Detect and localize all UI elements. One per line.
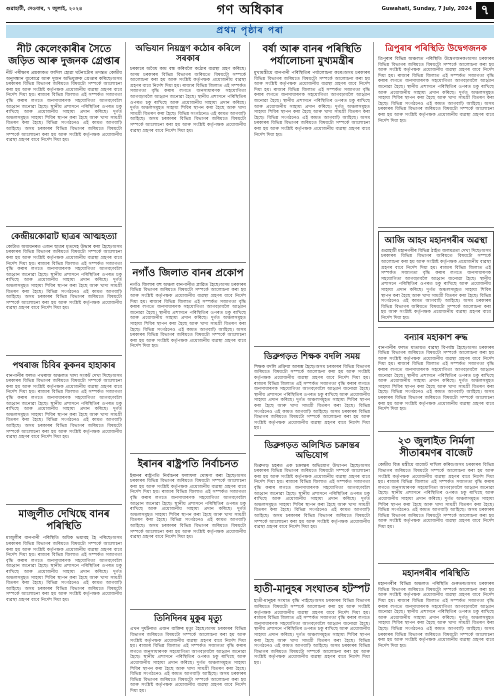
story-body: ডিব্ৰুগড় চহৰত এক চক্ৰান্তৰ অভিযোগ উত্থাপন হৈছে। অসম চৰকাৰৰ বিভিন্ন বিভাগৰ জৰিয়তে বিষয়টো সম্পৰ্কে আলোচনা কৰা হয় আৰু সংশ্লিষ্ট কৰ্তৃপক্ষক প্ৰয়োজনীয় ব্যৱস্থা গ্ৰহণৰ বাবে নিৰ্দেশ দিয়া হয়। ৰাজ্যৰ বিভিন্ন জিলাত এই সম্পৰ্কত সজাগতা বৃদ্ধি কৰাৰ লগতে জনসাধাৰণক সহযোগিতা আগবঢ়াবলৈ আহ্বান জনোৱা হৈছে। স্থানীয় প্ৰশাসনে পৰিস্থিতিৰ ওপৰত চকু ৰাখিছে আৰু প্ৰয়োজনীয় সাহায্য প্ৰদান কৰিছে। দুৰ্গত অঞ্চলসমূহত সাহায্য শিবিৰ স্থাপন কৰা হৈছে আৰু খাদ্য সামগ্ৰী বিতৰণ কৰা হৈছে। বিভিন্ন সংগঠনেও এই কামত আগবাঢ়ি আহিছে। অসম চৰকাৰৰ বিভিন্ন বিভাগৰ জৰিয়তে বিষয়টো সম্পৰ্কে আলোচনা কৰা হয় আৰু সংশ্লিষ্ট কৰ্তৃপক্ষক প্ৰয়োজনীয় ব্যৱস্থা গ্ৰহণৰ বাবে নিৰ্দেশ দিয়া হয়।: [254, 464, 370, 574]
story-headline: মহানগৰীৰ পৰিস্থিতি: [402, 569, 470, 580]
story-body: ত্ৰিপুৰাৰ বিভিন্ন অঞ্চলত পৰিস্থিতি উদ্বেগজনক। অসম চৰকাৰৰ বিভিন্ন বিভাগৰ জৰিয়তে বিষয়টো সম্পৰ্কে আলোচনা কৰা হয় আৰু সংশ্লিষ্ট কৰ্তৃপক্ষক প্ৰয়োজনীয় ব্যৱস্থা গ্ৰহণৰ বাবে নিৰ্দেশ দিয়া হয়। ৰাজ্যৰ বিভিন্ন জিলাত এই সম্পৰ্কত সজাগতা বৃদ্ধি কৰাৰ লগতে জনসাধাৰণক সহযোগিতা আগবঢ়াবলৈ আহ্বান জনোৱা হৈছে। স্থানীয় প্ৰশাসনে পৰিস্থিতিৰ ওপৰত চকু ৰাখিছে আৰু প্ৰয়োজনীয় সাহায্য প্ৰদান কৰিছে। দুৰ্গত অঞ্চলসমূহত সাহায্য শিবিৰ স্থাপন কৰা হৈছে আৰু খাদ্য সামগ্ৰী বিতৰণ কৰা হৈছে। বিভিন্ন সংগঠনেও এই কামত আগবাঢ়ি আহিছে। অসম চৰকাৰৰ বিভিন্ন বিভাগৰ জৰিয়তে বিষয়টো সম্পৰ্কে আলোচনা কৰা হয় আৰু সংশ্লিষ্ট কৰ্তৃপক্ষক প্ৰয়োজনীয় ব্যৱস্থা গ্ৰহণৰ বাবে নিৰ্দেশ দিয়া হয়।: [378, 57, 494, 222]
masthead-rule: [6, 22, 494, 23]
story-body: গুৱাহাটী মহানগৰীৰ বিভিন্ন ঠাইত জলমগ্নতা দেখা দিছে। অসম চৰকাৰৰ বিভিন্ন বিভাগৰ জৰিয়তে বিষয়টো সম্পৰ্কে আলোচনা কৰা হয় আৰু সংশ্লিষ্ট কৰ্তৃপক্ষক প্ৰয়োজনীয় ব্যৱস্থা গ্ৰহণৰ বাবে নিৰ্দেশ দিয়া হয়। ৰাজ্যৰ বিভিন্ন জিলাত এই সম্পৰ্কত সজাগতা বৃদ্ধি কৰাৰ লগতে জনসাধাৰণক সহযোগিতা আগবঢ়াবলৈ আহ্বান জনোৱা হৈছে। স্থানীয় প্ৰশাসনে পৰিস্থিতিৰ ওপৰত চকু ৰাখিছে আৰু প্ৰয়োজনীয় সাহায্য প্ৰদান কৰিছে। দুৰ্গত অঞ্চলসমূহত সাহায্য শিবিৰ স্থাপন কৰা হৈছে আৰু খাদ্য সামগ্ৰী বিতৰণ কৰা হৈছে। বিভিন্ন সংগঠনেও এই কামত আগবাঢ়ি আহিছে। অসম চৰকাৰৰ বিভিন্ন বিভাগৰ জৰিয়তে বিষয়টো সম্পৰ্কে আলোচনা কৰা হয় আৰু সংশ্লিষ্ট কৰ্তৃপক্ষক প্ৰয়োজনীয় ব্যৱস্থা গ্ৰহণৰ বাবে নিৰ্দেশ দিয়া হয়।: [381, 249, 491, 319]
dateline-english: Guwahati, Sunday, 7 July, 2024: [381, 6, 472, 12]
masthead: [6, 0, 494, 22]
story: [254, 439, 370, 574]
story: [378, 231, 494, 322]
story-body: নীট পৰীক্ষাৰ প্ৰশ্নকাকত ফাদিল হোৱা ঘটনাটোৰ তদন্তত কেন্দ্ৰীয় অনুসন্ধান ব্যুৰোৱে আৰু দুজন অভিযুক্তক গ্ৰেপ্তাৰ কৰিছে। অসম চৰকাৰৰ বিভিন্ন বিভাগৰ জৰিয়তে বিষয়টো সম্পৰ্কে আলোচনা কৰা হয় আৰু সংশ্লিষ্ট কৰ্তৃপক্ষক প্ৰয়োজনীয় ব্যৱস্থা গ্ৰহণৰ বাবে নিৰ্দেশ দিয়া হয়। ৰাজ্যৰ বিভিন্ন জিলাত এই সম্পৰ্কত সজাগতা বৃদ্ধি কৰাৰ লগতে জনসাধাৰণক সহযোগিতা আগবঢ়াবলৈ আহ্বান জনোৱা হৈছে। স্থানীয় প্ৰশাসনে পৰিস্থিতিৰ ওপৰত চকু ৰাখিছে আৰু প্ৰয়োজনীয় সাহায্য প্ৰদান কৰিছে। দুৰ্গত অঞ্চলসমূহত সাহায্য শিবিৰ স্থাপন কৰা হৈছে আৰু খাদ্য সামগ্ৰী বিতৰণ কৰা হৈছে। বিভিন্ন সংগঠনেও এই কামত আগবাঢ়ি আহিছে। অসম চৰকাৰৰ বিভিন্ন বিভাগৰ জৰিয়তে বিষয়টো সম্পৰ্কে আলোচনা কৰা হয় আৰু সংশ্লিষ্ট কৰ্তৃপক্ষক প্ৰয়োজনীয় ব্যৱস্থা গ্ৰহণৰ বাবে নিৰ্দেশ দিয়া হয়।: [6, 71, 122, 221]
story: [130, 457, 246, 604]
story-body: কোটাত অধ্যয়নৰত এজন ছাত্ৰৰ মৃতদেহ উদ্ধাৰ কৰা হৈছে। অসম চৰকাৰৰ বিভিন্ন বিভাগৰ জৰিয়তে বিষয়টো সম্পৰ্কে আলোচনা কৰা হয় আৰু সংশ্লিষ্ট কৰ্তৃপক্ষক প্ৰয়োজনীয় ব্যৱস্থা গ্ৰহণৰ বাবে নিৰ্দেশ দিয়া হয়। ৰাজ্যৰ বিভিন্ন জিলাত এই সম্পৰ্কত সজাগতা বৃদ্ধি কৰাৰ লগতে জনসাধাৰণক সহযোগিতা আগবঢ়াবলৈ আহ্বান জনোৱা হৈছে। স্থানীয় প্ৰশাসনে পৰিস্থিতিৰ ওপৰত চকু ৰাখিছে আৰু প্ৰয়োজনীয় সাহায্য প্ৰদান কৰিছে। দুৰ্গত অঞ্চলসমূহত সাহায্য শিবিৰ স্থাপন কৰা হৈছে আৰু খাদ্য সামগ্ৰী বিতৰণ কৰা হৈছে। বিভিন্ন সংগঠনেও এই কামত আগবাঢ়ি আহিছে। অসম চৰকাৰৰ বিভিন্ন বিভাগৰ জৰিয়তে বিষয়টো সম্পৰ্কে আলোচনা কৰা হয় আৰু সংশ্লিষ্ট কৰ্তৃপক্ষক প্ৰয়োজনীয় ব্যৱস্থা গ্ৰহণৰ বাবে নিৰ্দেশ দিয়া হয়।: [6, 245, 122, 350]
column-3: [254, 42, 374, 696]
newspaper-logo: গণ অধিকাৰ: [216, 3, 284, 18]
divider: [130, 609, 246, 610]
story-headline: হাতী-মানুহৰ সংঘাতৰ হটস্পট: [254, 584, 370, 596]
story-body: মুখ্যমন্ত্ৰীয়ে বানপানী পৰিস্থিতিৰ পৰ্যালোচনা কৰে। অসম চৰকাৰৰ বিভিন্ন বিভাগৰ জৰিয়তে বিষয়টো সম্পৰ্কে আলোচনা কৰা হয় আৰু সংশ্লিষ্ট কৰ্তৃপক্ষক প্ৰয়োজনীয় ব্যৱস্থা গ্ৰহণৰ বাবে নিৰ্দেশ দিয়া হয়। ৰাজ্যৰ বিভিন্ন জিলাত এই সম্পৰ্কত সজাগতা বৃদ্ধি কৰাৰ লগতে জনসাধাৰণক সহযোগিতা আগবঢ়াবলৈ আহ্বান জনোৱা হৈছে। স্থানীয় প্ৰশাসনে পৰিস্থিতিৰ ওপৰত চকু ৰাখিছে আৰু প্ৰয়োজনীয় সাহায্য প্ৰদান কৰিছে। দুৰ্গত অঞ্চলসমূহত সাহায্য শিবিৰ স্থাপন কৰা হৈছে আৰু খাদ্য সামগ্ৰী বিতৰণ কৰা হৈছে। বিভিন্ন সংগঠনেও এই কামত আগবাঢ়ি আহিছে। অসম চৰকাৰৰ বিভিন্ন বিভাগৰ জৰিয়তে বিষয়টো সম্পৰ্কে আলোচনা কৰা হয় আৰু সংশ্লিষ্ট কৰ্তৃপক্ষক প্ৰয়োজনীয় ব্যৱস্থা গ্ৰহণৰ বাবে নিৰ্দেশ দিয়া হয়।: [254, 71, 370, 341]
story-headline: নগাঁও জিলাত বানৰ প্ৰকোপ: [132, 267, 244, 279]
story: [254, 42, 370, 341]
story-body: বানপানীৰ ফলত যাতায়ত ব্যৱস্থা বিপৰ্যস্ত হৈছে। অসম চৰকাৰৰ বিভিন্ন বিভাগৰ জৰিয়তে বিষয়টো সম্পৰ্কে আলোচনা কৰা হয় আৰু সংশ্লিষ্ট কৰ্তৃপক্ষক প্ৰয়োজনীয় ব্যৱস্থা গ্ৰহণৰ বাবে নিৰ্দেশ দিয়া হয়। ৰাজ্যৰ বিভিন্ন জিলাত এই সম্পৰ্কত সজাগতা বৃদ্ধি কৰাৰ লগতে জনসাধাৰণক সহযোগিতা আগবঢ়াবলৈ আহ্বান জনোৱা হৈছে। স্থানীয় প্ৰশাসনে পৰিস্থিতিৰ ওপৰত চকু ৰাখিছে আৰু প্ৰয়োজনীয় সাহায্য প্ৰদান কৰিছে। দুৰ্গত অঞ্চলসমূহত সাহায্য শিবিৰ স্থাপন কৰা হৈছে আৰু খাদ্য সামগ্ৰী বিতৰণ কৰা হৈছে। বিভিন্ন সংগঠনেও এই কামত আগবাঢ়ি আহিছে। অসম চৰকাৰৰ বিভিন্ন বিভাগৰ জৰিয়তে বিষয়টো সম্পৰ্কে আলোচনা কৰা হয় আৰু সংশ্লিষ্ট কৰ্তৃপক্ষক প্ৰয়োজনীয় ব্যৱস্থা গ্ৰহণৰ বাবে নিৰ্দেশ দিয়া হয়।: [378, 346, 494, 426]
story: [6, 42, 122, 221]
story-headline: তিনিদিনৰ মুকুৰ মৃত্যু: [153, 614, 222, 625]
story-headline: ডিব্ৰুগড়ত অলিখিত চক্ৰান্তৰ অভিযোগ: [264, 440, 360, 461]
story-headline: অভিযান নিয়ন্ত্ৰণ কঠোৰ কৰিলে সৰকাৰ: [135, 44, 241, 64]
divider: [6, 355, 122, 356]
column-4: [378, 42, 494, 696]
story-body: বানপানীৰ ফলত পথৰাজ অঞ্চলত খাদ্য সংকট দেখা দিছে। অসম চৰকাৰৰ বিভিন্ন বিভাগৰ জৰিয়তে বিষয়টো সম্পৰ্কে আলোচনা কৰা হয় আৰু সংশ্লিষ্ট কৰ্তৃপক্ষক প্ৰয়োজনীয় ব্যৱস্থা গ্ৰহণৰ বাবে নিৰ্দেশ দিয়া হয়। ৰাজ্যৰ বিভিন্ন জিলাত এই সম্পৰ্কত সজাগতা বৃদ্ধি কৰাৰ লগতে জনসাধাৰণক সহযোগিতা আগবঢ়াবলৈ আহ্বান জনোৱা হৈছে। স্থানীয় প্ৰশাসনে পৰিস্থিতিৰ ওপৰত চকু ৰাখিছে আৰু প্ৰয়োজনীয় সাহায্য প্ৰদান কৰিছে। দুৰ্গত অঞ্চলসমূহত সাহায্য শিবিৰ স্থাপন কৰা হৈছে আৰু খাদ্য সামগ্ৰী বিতৰণ কৰা হৈছে। বিভিন্ন সংগঠনেও এই কামত আগবাঢ়ি আহিছে। অসম চৰকাৰৰ বিভিন্ন বিভাগৰ জৰিয়তে বিষয়টো সম্পৰ্কে আলোচনা কৰা হয় আৰু সংশ্লিষ্ট কৰ্তৃপক্ষক প্ৰয়োজনীয় ব্যৱস্থা গ্ৰহণৰ বাবে নিৰ্দেশ দিয়া হয়।: [6, 374, 122, 499]
story-headline: বন্যাৰ মহাকাশ ৰুদ্ধ: [404, 332, 468, 343]
divider: [254, 579, 370, 580]
story-body: ইৰানৰ ৰাষ্ট্ৰপতি নিৰ্বাচনৰ ফলাফল ঘোষণা কৰা হৈছে। অসম চৰকাৰৰ বিভিন্ন বিভাগৰ জৰিয়তে বিষয়টো সম্পৰ্কে আলোচনা কৰা হয় আৰু সংশ্লিষ্ট কৰ্তৃপক্ষক প্ৰয়োজনীয় ব্যৱস্থা গ্ৰহণৰ বাবে নিৰ্দেশ দিয়া হয়। ৰাজ্যৰ বিভিন্ন জিলাত এই সম্পৰ্কত সজাগতা বৃদ্ধি কৰাৰ লগতে জনসাধাৰণক সহযোগিতা আগবঢ়াবলৈ আহ্বান জনোৱা হৈছে। স্থানীয় প্ৰশাসনে পৰিস্থিতিৰ ওপৰত চকু ৰাখিছে আৰু প্ৰয়োজনীয় সাহায্য প্ৰদান কৰিছে। দুৰ্গত অঞ্চলসমূহত সাহায্য শিবিৰ স্থাপন কৰা হৈছে আৰু খাদ্য সামগ্ৰী বিতৰণ কৰা হৈছে। বিভিন্ন সংগঠনেও এই কামত আগবাঢ়ি আহিছে। অসম চৰকাৰৰ বিভিন্ন বিভাগৰ জৰিয়তে বিষয়টো সম্পৰ্কে আলোচনা কৰা হয় আৰু সংশ্লিষ্ট কৰ্তৃপক্ষক প্ৰয়োজনীয় ব্যৱস্থা গ্ৰহণৰ বাবে নিৰ্দেশ দিয়া হয়।: [130, 474, 246, 604]
story-body: মাজুলীৰ বানপানী পৰিস্থিতি অধিক ভয়াবহ হৈ পৰিছে। অসম চৰকাৰৰ বিভিন্ন বিভাগৰ জৰিয়তে বিষয়টো সম্পৰ্কে আলোচনা কৰা হয় আৰু সংশ্লিষ্ট কৰ্তৃপক্ষক প্ৰয়োজনীয় ব্যৱস্থা গ্ৰহণৰ বাবে নিৰ্দেশ দিয়া হয়। ৰাজ্যৰ বিভিন্ন জিলাত এই সম্পৰ্কত সজাগতা বৃদ্ধি কৰাৰ লগতে জনসাধাৰণক সহযোগিতা আগবঢ়াবলৈ আহ্বান জনোৱা হৈছে। স্থানীয় প্ৰশাসনে পৰিস্থিতিৰ ওপৰত চকু ৰাখিছে আৰু প্ৰয়োজনীয় সাহায্য প্ৰদান কৰিছে। দুৰ্গত অঞ্চলসমূহত সাহায্য শিবিৰ স্থাপন কৰা হৈছে আৰু খাদ্য সামগ্ৰী বিতৰণ কৰা হৈছে। বিভিন্ন সংগঠনেও এই কামত আগবাঢ়ি আহিছে। অসম চৰকাৰৰ বিভিন্ন বিভাগৰ জৰিয়তে বিষয়টো সম্পৰ্কে আলোচনা কৰা হয় আৰু সংশ্লিষ্ট কৰ্তৃপক্ষক প্ৰয়োজনীয় ব্যৱস্থা গ্ৰহণৰ বাবে নিৰ্দেশ দিয়া হয়।: [6, 536, 122, 676]
story-headline: মাজুলীত দেখিছে বানৰ পৰিস্থিতি: [18, 509, 110, 533]
story: [378, 42, 494, 222]
story-body: এখন দুৰ্ঘটনাত এজন ব্যক্তিৰ মৃত্যু হৈছে। অসম চৰকাৰৰ বিভিন্ন বিভাগৰ জৰিয়তে বিষয়টো সম্পৰ্কে আলোচনা কৰা হয় আৰু সংশ্লিষ্ট কৰ্তৃপক্ষক প্ৰয়োজনীয় ব্যৱস্থা গ্ৰহণৰ বাবে নিৰ্দেশ দিয়া হয়। ৰাজ্যৰ বিভিন্ন জিলাত এই সম্পৰ্কত সজাগতা বৃদ্ধি কৰাৰ লগতে জনসাধাৰণক সহযোগিতা আগবঢ়াবলৈ আহ্বান জনোৱা হৈছে। স্থানীয় প্ৰশাসনে পৰিস্থিতিৰ ওপৰত চকু ৰাখিছে আৰু প্ৰয়োজনীয় সাহায্য প্ৰদান কৰিছে। দুৰ্গত অঞ্চলসমূহত সাহায্য শিবিৰ স্থাপন কৰা হৈছে আৰু খাদ্য সামগ্ৰী বিতৰণ কৰা হৈছে। বিভিন্ন সংগঠনেও এই কামত আগবাঢ়ি আহিছে। অসম চৰকাৰৰ বিভিন্ন বিভাগৰ জৰিয়তে বিষয়টো সম্পৰ্কে আলোচনা কৰা হয় আৰু সংশ্লিষ্ট কৰ্তৃপক্ষক প্ৰয়োজনীয় ব্যৱস্থা গ্ৰহণৰ বাবে নিৰ্দেশ দিয়া হয়।: [130, 627, 246, 696]
divider: [254, 346, 370, 347]
story: [254, 582, 370, 696]
story: [378, 434, 494, 558]
divider: [378, 327, 494, 328]
story-headline: বৰ্ষা আৰু বানৰ পৰিস্থিতি পৰ্যালোচনা মুখ্যমন্ত্ৰীৰ: [262, 44, 362, 67]
story: [378, 331, 494, 426]
divider: [6, 504, 122, 505]
story: [130, 42, 246, 257]
divider: [6, 226, 122, 227]
story: [6, 230, 122, 350]
column-1: [6, 42, 126, 696]
column-2: [130, 42, 250, 696]
story: [130, 266, 246, 448]
page-number: ৭: [476, 2, 494, 19]
divider: [378, 431, 494, 432]
story-body: নগাঁও জিলাৰ বহু অঞ্চল বানপানীত প্লাৱিত হৈছে। অসম চৰকাৰৰ বিভিন্ন বিভাগৰ জৰিয়তে বিষয়টো সম্পৰ্কে আলোচনা কৰা হয় আৰু সংশ্লিষ্ট কৰ্তৃপক্ষক প্ৰয়োজনীয় ব্যৱস্থা গ্ৰহণৰ বাবে নিৰ্দেশ দিয়া হয়। ৰাজ্যৰ বিভিন্ন জিলাত এই সম্পৰ্কত সজাগতা বৃদ্ধি কৰাৰ লগতে জনসাধাৰণক সহযোগিতা আগবঢ়াবলৈ আহ্বান জনোৱা হৈছে। স্থানীয় প্ৰশাসনে পৰিস্থিতিৰ ওপৰত চকু ৰাখিছে আৰু প্ৰয়োজনীয় সাহায্য প্ৰদান কৰিছে। দুৰ্গত অঞ্চলসমূহত সাহায্য শিবিৰ স্থাপন কৰা হৈছে আৰু খাদ্য সামগ্ৰী বিতৰণ কৰা হৈছে। বিভিন্ন সংগঠনেও এই কামত আগবাঢ়ি আহিছে। অসম চৰকাৰৰ বিভিন্ন বিভাগৰ জৰিয়তে বিষয়টো সম্পৰ্কে আলোচনা কৰা হয় আৰু সংশ্লিষ্ট কৰ্তৃপক্ষক প্ৰয়োজনীয় ব্যৱস্থা গ্ৰহণৰ বাবে নিৰ্দেশ দিয়া হয়।: [130, 283, 246, 448]
story-body: কেন্দ্ৰীয় বিত্ত মন্ত্ৰীয়ে বাজেট দাখিল কৰিব। অসম চৰকাৰৰ বিভিন্ন বিভাগৰ জৰিয়তে বিষয়টো সম্পৰ্কে আলোচনা কৰা হয় আৰু সংশ্লিষ্ট কৰ্তৃপক্ষক প্ৰয়োজনীয় ব্যৱস্থা গ্ৰহণৰ বাবে নিৰ্দেশ দিয়া হয়। ৰাজ্যৰ বিভিন্ন জিলাত এই সম্পৰ্কত সজাগতা বৃদ্ধি কৰাৰ লগতে জনসাধাৰণক সহযোগিতা আগবঢ়াবলৈ আহ্বান জনোৱা হৈছে। স্থানীয় প্ৰশাসনে পৰিস্থিতিৰ ওপৰত চকু ৰাখিছে আৰু প্ৰয়োজনীয় সাহায্য প্ৰদান কৰিছে। দুৰ্গত অঞ্চলসমূহত সাহায্য শিবিৰ স্থাপন কৰা হৈছে আৰু খাদ্য সামগ্ৰী বিতৰণ কৰা হৈছে। বিভিন্ন সংগঠনেও এই কামত আগবাঢ়ি আহিছে। অসম চৰকাৰৰ বিভিন্ন বিভাগৰ জৰিয়তে বিষয়টো সম্পৰ্কে আলোচনা কৰা হয় আৰু সংশ্লিষ্ট কৰ্তৃপক্ষক প্ৰয়োজনীয় ব্যৱস্থা গ্ৰহণৰ বাবে নিৰ্দেশ দিয়া হয়।: [378, 463, 494, 558]
story: [6, 507, 122, 676]
story-headline: ত্ৰিপুৰাৰ পৰিস্থিতি উদ্বেগজনক: [385, 44, 487, 54]
story-body: হাতী-মানুহৰ সংঘাত বৃদ্ধি পাইছে। অসম চৰকাৰৰ বিভিন্ন বিভাগৰ জৰিয়তে বিষয়টো সম্পৰ্কে আলোচনা কৰা হয় আৰু সংশ্লিষ্ট কৰ্তৃপক্ষক প্ৰয়োজনীয় ব্যৱস্থা গ্ৰহণৰ বাবে নিৰ্দেশ দিয়া হয়। ৰাজ্যৰ বিভিন্ন জিলাত এই সম্পৰ্কত সজাগতা বৃদ্ধি কৰাৰ লগতে জনসাধাৰণক সহযোগিতা আগবঢ়াবলৈ আহ্বান জনোৱা হৈছে। স্থানীয় প্ৰশাসনে পৰিস্থিতিৰ ওপৰত চকু ৰাখিছে আৰু প্ৰয়োজনীয় সাহায্য প্ৰদান কৰিছে। দুৰ্গত অঞ্চলসমূহত সাহায্য শিবিৰ স্থাপন কৰা হৈছে আৰু খাদ্য সামগ্ৰী বিতৰণ কৰা হৈছে। বিভিন্ন সংগঠনেও এই কামত আগবাঢ়ি আহিছে। অসম চৰকাৰৰ বিভিন্ন বিভাগৰ জৰিয়তে বিষয়টো সম্পৰ্কে আলোচনা কৰা হয় আৰু সংশ্লিষ্ট কৰ্তৃপক্ষক প্ৰয়োজনীয় ব্যৱস্থা গ্ৰহণৰ বাবে নিৰ্দেশ দিয়া হয়।: [254, 599, 370, 696]
story: [378, 567, 494, 677]
story-body: শিক্ষক বদলি প্ৰক্ৰিয়া আৰম্ভ হৈছে। অসম চৰকাৰৰ বিভিন্ন বিভাগৰ জৰিয়তে বিষয়টো সম্পৰ্কে আলোচনা কৰা হয় আৰু সংশ্লিষ্ট কৰ্তৃপক্ষক প্ৰয়োজনীয় ব্যৱস্থা গ্ৰহণৰ বাবে নিৰ্দেশ দিয়া হয়। ৰাজ্যৰ বিভিন্ন জিলাত এই সম্পৰ্কত সজাগতা বৃদ্ধি কৰাৰ লগতে জনসাধাৰণক সহযোগিতা আগবঢ়াবলৈ আহ্বান জনোৱা হৈছে। স্থানীয় প্ৰশাসনে পৰিস্থিতিৰ ওপৰত চকু ৰাখিছে আৰু প্ৰয়োজনীয় সাহায্য প্ৰদান কৰিছে। দুৰ্গত অঞ্চলসমূহত সাহায্য শিবিৰ স্থাপন কৰা হৈছে আৰু খাদ্য সামগ্ৰী বিতৰণ কৰা হৈছে। বিভিন্ন সংগঠনেও এই কামত আগবাঢ়ি আহিছে। অসম চৰকাৰৰ বিভিন্ন বিভাগৰ জৰিয়তে বিষয়টো সম্পৰ্কে আলোচনা কৰা হয় আৰু সংশ্লিষ্ট কৰ্তৃপক্ষক প্ৰয়োজনীয় ব্যৱস্থা গ্ৰহণৰ বাবে নিৰ্দেশ দিয়া হয়।: [254, 365, 370, 430]
divider: [130, 453, 246, 454]
story-headline: ইৰানৰ ৰাষ্ট্ৰপতি নিৰ্বাচনত: [137, 458, 239, 470]
section-banner: প্ৰথম পৃষ্ঠাৰ পৰা: [6, 25, 494, 38]
story-body: মহানগৰীৰ বিভিন্ন অঞ্চলত পৰিস্থিতি গুৰুতৰ। অসম চৰকাৰৰ বিভিন্ন বিভাগৰ জৰিয়তে বিষয়টো সম্পৰ্কে আলোচনা কৰা হয় আৰু সংশ্লিষ্ট কৰ্তৃপক্ষক প্ৰয়োজনীয় ব্যৱস্থা গ্ৰহণৰ বাবে নিৰ্দেশ দিয়া হয়। ৰাজ্যৰ বিভিন্ন জিলাত এই সম্পৰ্কত সজাগতা বৃদ্ধি কৰাৰ লগতে জনসাধাৰণক সহযোগিতা আগবঢ়াবলৈ আহ্বান জনোৱা হৈছে। স্থানীয় প্ৰশাসনে পৰিস্থিতিৰ ওপৰত চকু ৰাখিছে আৰু প্ৰয়োজনীয় সাহায্য প্ৰদান কৰিছে। দুৰ্গত অঞ্চলসমূহত সাহায্য শিবিৰ স্থাপন কৰা হৈছে আৰু খাদ্য সামগ্ৰী বিতৰণ কৰা হৈছে। বিভিন্ন সংগঠনেও এই কামত আগবাঢ়ি আহিছে। অসম চৰকাৰৰ বিভিন্ন বিভাগৰ জৰিয়তে বিষয়টো সম্পৰ্কে আলোচনা কৰা হয় আৰু সংশ্লিষ্ট কৰ্তৃপক্ষক প্ৰয়োজনীয় ব্যৱস্থা গ্ৰহণৰ বাবে নিৰ্দেশ দিয়া হয়।: [378, 582, 494, 677]
story-headline: ডিব্ৰুগড়ত শিক্ষক বদলি সময়: [263, 351, 361, 362]
story: [6, 359, 122, 499]
story-body: চৰকাৰে অবৈধ কাম বন্ধ কৰিবলৈ কঠোৰ ব্যৱস্থা গ্ৰহণ কৰিছে। অসম চৰকাৰৰ বিভিন্ন বিভাগৰ জৰিয়তে বিষয়টো সম্পৰ্কে আলোচনা কৰা হয় আৰু সংশ্লিষ্ট কৰ্তৃপক্ষক প্ৰয়োজনীয় ব্যৱস্থা গ্ৰহণৰ বাবে নিৰ্দেশ দিয়া হয়। ৰাজ্যৰ বিভিন্ন জিলাত এই সম্পৰ্কত সজাগতা বৃদ্ধি কৰাৰ লগতে জনসাধাৰণক সহযোগিতা আগবঢ়াবলৈ আহ্বান জনোৱা হৈছে। স্থানীয় প্ৰশাসনে পৰিস্থিতিৰ ওপৰত চকু ৰাখিছে আৰু প্ৰয়োজনীয় সাহায্য প্ৰদান কৰিছে। দুৰ্গত অঞ্চলসমূহত সাহায্য শিবিৰ স্থাপন কৰা হৈছে আৰু খাদ্য সামগ্ৰী বিতৰণ কৰা হৈছে। বিভিন্ন সংগঠনেও এই কামত আগবাঢ়ি আহিছে। অসম চৰকাৰৰ বিভিন্ন বিভাগৰ জৰিয়তে বিষয়টো সম্পৰ্কে আলোচনা কৰা হয় আৰু সংশ্লিষ্ট কৰ্তৃপক্ষক প্ৰয়োজনীয় ব্যৱস্থা গ্ৰহণৰ বাবে নিৰ্দেশ দিয়া হয়।: [130, 67, 246, 257]
story-headline: ২৩ জুলাইত নিৰ্মলা সীতাৰমণৰ বাজেট: [397, 436, 475, 460]
story-headline: কেন্দ্ৰীয়কোৱাট ছাত্ৰৰ আত্মহত্যা: [10, 231, 118, 242]
divider: [254, 435, 370, 436]
story: [130, 612, 246, 696]
columns: [6, 42, 494, 696]
story-headline: নীট কেলেংকাৰীৰ সৈতে জড়িত আৰু দুজনক গ্ৰেপ্তাৰ: [8, 44, 120, 67]
divider: [378, 563, 494, 564]
story-headline: আজি আহব মহানগৰীৰ অৱস্থা: [384, 235, 488, 246]
divider: [130, 262, 246, 263]
dateline-bengali: গুৱাহাটী, দেওবাৰ, ৭ জুলাই, ২০২৪: [6, 6, 83, 12]
story-headline: পথৰাজ চিবিৰ কুকনৰ হাহাকাৰ: [12, 360, 116, 371]
divider: [378, 227, 494, 228]
story: [254, 350, 370, 430]
